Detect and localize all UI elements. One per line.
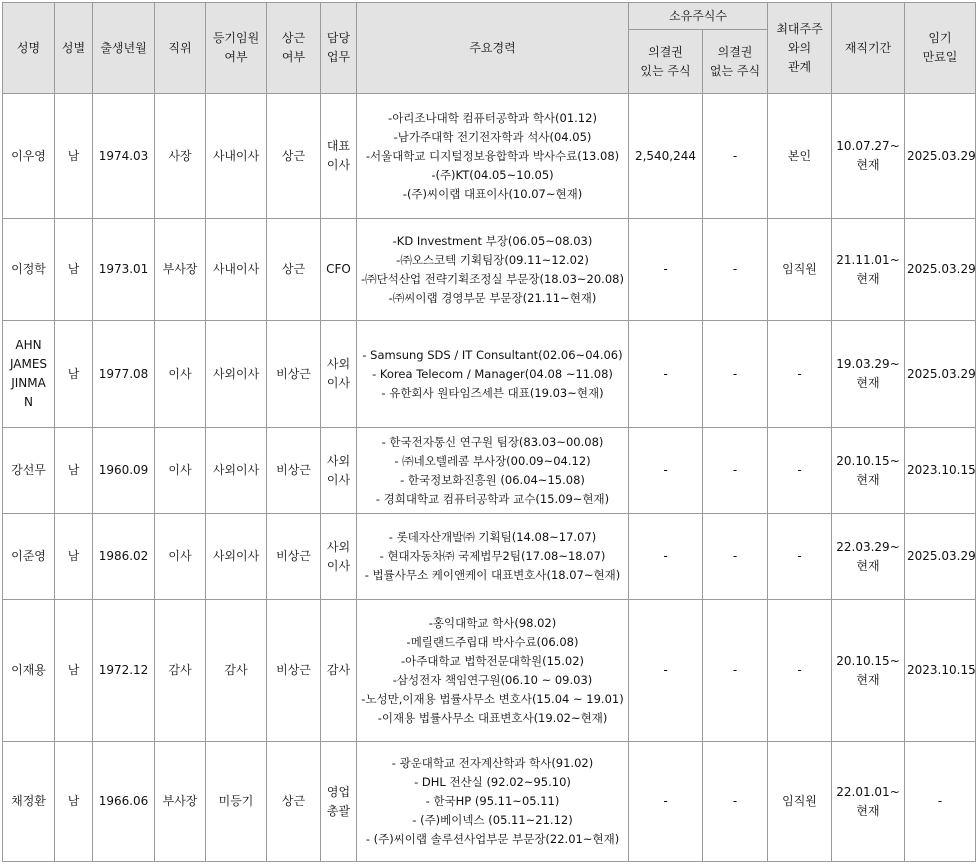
- cell-shares-nonvoting: -: [703, 321, 768, 428]
- cell-relation: 임직원: [768, 219, 832, 321]
- header-shares-voting: 의결권 있는 주식: [629, 30, 703, 94]
- cell-tenure: 20.10.15~ 현재: [832, 600, 905, 742]
- cell-term-end: 2025.03.29: [905, 514, 976, 600]
- cell-shares-voting: 2,540,244: [629, 94, 703, 219]
- cell-registered: 미등기: [206, 742, 267, 862]
- career-line: -(주)씨이랩 대표이사(10.07~현재): [402, 186, 583, 201]
- cell-position: 이사: [155, 321, 206, 428]
- cell-birth: 1973.01: [93, 219, 155, 321]
- table-row: [3, 94, 976, 219]
- cell-fulltime: 비상근: [267, 428, 321, 514]
- header-name: 성명: [3, 3, 55, 94]
- table-row: [3, 428, 976, 514]
- career-line: -아주대학교 법학전문대학원(15.02): [400, 653, 584, 668]
- cell-relation: -: [768, 321, 832, 428]
- cell-shares-voting: -: [629, 428, 703, 514]
- cell-position: 부사장: [155, 219, 206, 321]
- career-line: - (주)베이넥스 (05.11~21.12): [412, 813, 573, 827]
- header-duty: 담당 업무: [321, 3, 357, 94]
- cell-tenure: 22.01.01~ 현재: [832, 742, 905, 862]
- cell-term-end: 2023.10.15: [905, 600, 976, 742]
- cell-term-end: 2025.03.29: [905, 94, 976, 219]
- career-line: -KD Investment 부장(06.05~08.03): [392, 233, 593, 248]
- table-row: [3, 742, 976, 862]
- cell-birth: 1974.03: [93, 94, 155, 219]
- header-gender: 성별: [55, 3, 93, 94]
- cell-career: [357, 428, 629, 514]
- career-line: -노성만,이재용 법률사무소 변호사(15.04 ~ 19.01): [361, 691, 624, 706]
- cell-career: [357, 600, 629, 742]
- cell-position: 감사: [155, 600, 206, 742]
- cell-career: [357, 219, 629, 321]
- cell-tenure: 19.03.29~ 현재: [832, 321, 905, 428]
- career-line: - (주)씨이랩 솔루션사업부문 부문장(22.01~현재): [365, 832, 620, 846]
- cell-name: 채정환: [3, 742, 55, 862]
- career-line: - 한국정보화진흥원 (06.04~15.08): [400, 472, 585, 487]
- cell-term-end: -: [905, 742, 976, 862]
- cell-duty: 감사: [321, 600, 357, 742]
- cell-relation: -: [768, 428, 832, 514]
- cell-shares-nonvoting: -: [703, 742, 768, 862]
- cell-tenure: 10.07.27~ 현재: [832, 94, 905, 219]
- cell-birth: 1977.08: [93, 321, 155, 428]
- cell-duty: 사외 이사: [321, 428, 357, 514]
- cell-term-end: 2025.03.29: [905, 219, 976, 321]
- cell-position: 사장: [155, 94, 206, 219]
- cell-term-end: 2025.03.29: [905, 321, 976, 428]
- career-line: - 유한회사 원타임즈세븐 대표(19.03~현재): [381, 385, 604, 400]
- career-line: -삼성전자 책임연구원(06.10 ~ 09.03): [392, 672, 593, 687]
- cell-registered: 사외이사: [206, 428, 267, 514]
- career-line: -㈜단석산업 전략기획조정실 부문장(18.03~20.08): [361, 271, 624, 286]
- career-line: -메릴랜드주립대 박사수료(06.08): [406, 634, 579, 649]
- career-line: - 한국HP (95.11~05.11): [425, 794, 560, 808]
- career-line: -서울대학교 디지털정보융합학과 박사수료(13.08): [365, 148, 620, 163]
- cell-term-end: 2023.10.15: [905, 428, 976, 514]
- career-line: - 법률사무소 케이앤케이 대표변호사(18.07~현재): [364, 568, 621, 582]
- cell-name: 강선무: [3, 428, 55, 514]
- cell-relation: -: [768, 514, 832, 600]
- cell-career: [357, 742, 629, 862]
- cell-position: 이사: [155, 428, 206, 514]
- cell-name: 이준영: [3, 514, 55, 600]
- cell-birth: 1986.02: [93, 514, 155, 600]
- cell-career: [357, 94, 629, 219]
- header-shares: 소유주식수: [629, 3, 768, 30]
- header-registered: 등기임원 여부: [206, 3, 267, 94]
- cell-relation: 임직원: [768, 742, 832, 862]
- cell-fulltime: 상근: [267, 94, 321, 219]
- cell-shares-nonvoting: -: [703, 94, 768, 219]
- cell-position: 부사장: [155, 742, 206, 862]
- career-line: - ㈜네오텔레콤 부사장(00.09~04.12): [394, 453, 591, 468]
- cell-birth: 1966.06: [93, 742, 155, 862]
- cell-gender: 남: [55, 321, 93, 428]
- career-line: -㈜씨이랩 경영부문 부문장(21.11~현재): [388, 290, 597, 305]
- header-birth: 출생년월: [93, 3, 155, 94]
- cell-birth: 1972.12: [93, 600, 155, 742]
- cell-gender: 남: [55, 219, 93, 321]
- header-term-end: 임기 만료일: [905, 3, 976, 94]
- career-line: -홍익대학교 학사(98.02): [428, 615, 557, 630]
- header-tenure: 재직기간: [832, 3, 905, 94]
- table-row: [3, 514, 976, 600]
- career-line: - 광운대학교 전자계산학과 학사(91.02): [391, 756, 594, 770]
- cell-tenure: 21.11.01~ 현재: [832, 219, 905, 321]
- table-row: [3, 600, 976, 742]
- table-row: [3, 219, 976, 321]
- cell-birth: 1960.09: [93, 428, 155, 514]
- career-line: -이재용 법률사무소 대표변호사(19.02~현재): [377, 710, 608, 725]
- cell-name: 이정학: [3, 219, 55, 321]
- cell-gender: 남: [55, 600, 93, 742]
- career-line: -㈜오스코텍 기획팀장(09.11~12.02): [396, 252, 589, 267]
- career-line: -아리조나대학 컴퓨터공학과 학사(01.12): [388, 110, 597, 125]
- career-line: - DHL 전산실 (92.02~95.10): [414, 775, 571, 789]
- cell-duty: CFO: [321, 219, 357, 321]
- cell-name: 이우영: [3, 94, 55, 219]
- cell-registered: 감사: [206, 600, 267, 742]
- cell-duty: 대표 이사: [321, 94, 357, 219]
- table-body: [3, 94, 976, 862]
- career-line: - Samsung SDS / IT Consultant(02.06~04.06): [362, 347, 623, 362]
- career-line: - Korea Telecom / Manager(04.08 ~11.08): [372, 366, 613, 381]
- cell-registered: 사외이사: [206, 514, 267, 600]
- cell-career: [357, 514, 629, 600]
- header-fulltime: 상근 여부: [267, 3, 321, 94]
- cell-registered: 사외이사: [206, 321, 267, 428]
- cell-fulltime: 비상근: [267, 321, 321, 428]
- cell-fulltime: 상근: [267, 219, 321, 321]
- cell-shares-nonvoting: -: [703, 219, 768, 321]
- cell-shares-voting: -: [629, 514, 703, 600]
- cell-duty: 사외 이사: [321, 321, 357, 428]
- cell-relation: 본인: [768, 94, 832, 219]
- cell-relation: -: [768, 600, 832, 742]
- cell-gender: 남: [55, 742, 93, 862]
- career-line: -남가주대학 전기전자학과 석사(04.05): [393, 129, 592, 144]
- header-career: 주요경력: [357, 3, 629, 94]
- cell-registered: 사내이사: [206, 94, 267, 219]
- table-header: [3, 3, 976, 94]
- cell-shares-voting: -: [629, 321, 703, 428]
- cell-gender: 남: [55, 428, 93, 514]
- cell-shares-nonvoting: -: [703, 600, 768, 742]
- cell-shares-voting: -: [629, 742, 703, 862]
- header-relation: 최대주주 와의 관계: [768, 3, 832, 94]
- cell-registered: 사내이사: [206, 219, 267, 321]
- cell-gender: 남: [55, 514, 93, 600]
- cell-name: AHN JAMES JINMA N: [3, 321, 55, 428]
- career-line: - 롯데자산개발㈜ 기획팀(14.08~17.07): [388, 530, 597, 544]
- header-position: 직위: [155, 3, 206, 94]
- cell-duty: 영업 총괄: [321, 742, 357, 862]
- career-line: - 한국전자통신 연구원 팀장(83.03~00.08): [381, 434, 604, 449]
- cell-position: 이사: [155, 514, 206, 600]
- cell-gender: 남: [55, 94, 93, 219]
- cell-tenure: 22.03.29~ 현재: [832, 514, 905, 600]
- cell-duty: 사외 이사: [321, 514, 357, 600]
- cell-career: [357, 321, 629, 428]
- cell-shares-voting: -: [629, 219, 703, 321]
- executives-table: [2, 2, 976, 862]
- cell-fulltime: 비상근: [267, 600, 321, 742]
- header-shares-nonvoting: 의결권 없는 주식: [703, 30, 768, 94]
- career-line: - 경희대학교 컴퓨터공학과 교수(15.09~현재): [375, 491, 610, 506]
- career-line: -(주)KT(04.05~10.05): [431, 167, 554, 182]
- cell-tenure: 20.10.15~ 현재: [832, 428, 905, 514]
- cell-shares-nonvoting: -: [703, 514, 768, 600]
- table-row: [3, 321, 976, 428]
- cell-fulltime: 상근: [267, 742, 321, 862]
- cell-name: 이재용: [3, 600, 55, 742]
- career-line: - 현대자동차㈜ 국제법무2팀(17.08~18.07): [379, 549, 606, 563]
- cell-shares-nonvoting: -: [703, 428, 768, 514]
- cell-shares-voting: -: [629, 600, 703, 742]
- cell-fulltime: 비상근: [267, 514, 321, 600]
